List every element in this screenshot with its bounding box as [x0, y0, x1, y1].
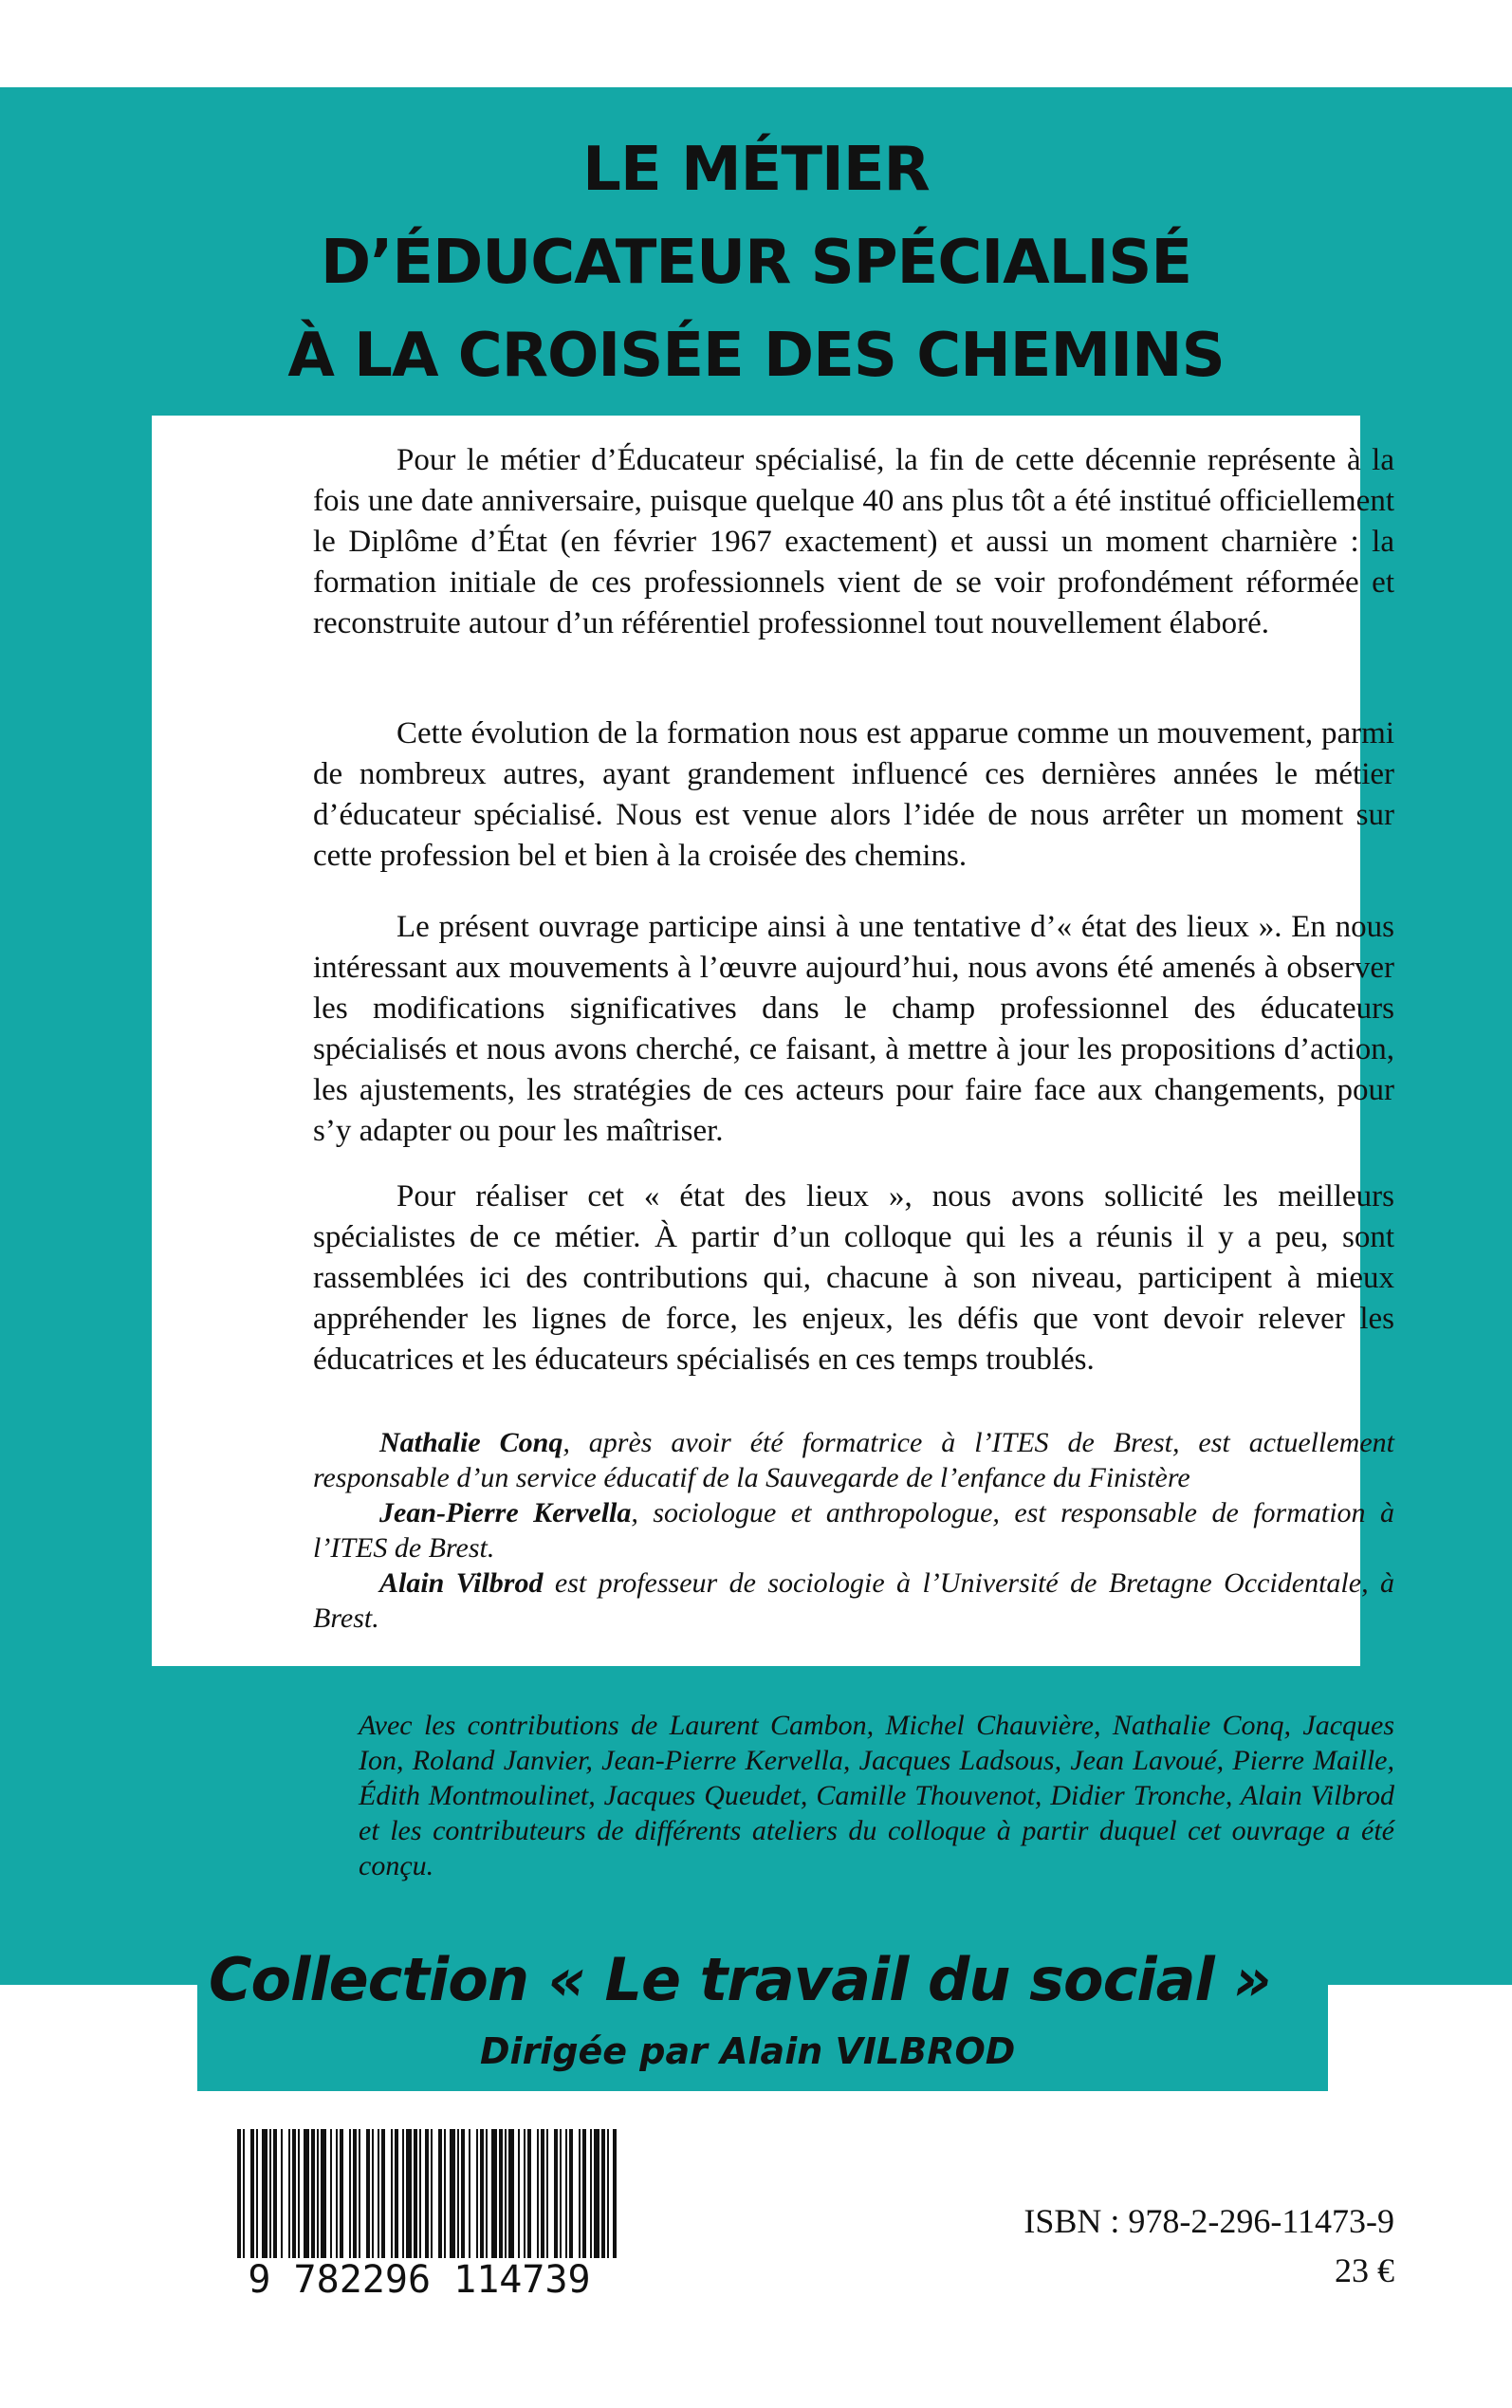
author-bio-2	[313, 1495, 1394, 1565]
barcode-bar	[601, 2129, 605, 2258]
barcode-bar	[402, 2129, 404, 2258]
paragraph-1: Pour le métier d’Éducateur spécialisé, la fin de cette décennie représente à la fois une date anniversaire, puisque quelque 40 ans plus tôt a été institué officiellement le Diplôme d’État (en février 1967 exactement) et aussi un moment charnière : la formation initiale de ces professionnels vient de se voir profondément réformée et reconstruite autour d’un référentiel professionnel tout nouvellement élaboré.	[313, 443, 1394, 640]
barcode-bar	[505, 2129, 507, 2258]
barcode-bar	[340, 2129, 343, 2258]
barcode-bar	[292, 2129, 296, 2258]
collection-name: Collection « Le travail du social »	[209, 1945, 1271, 2014]
barcode-bar	[391, 2129, 393, 2258]
barcode-bar	[590, 2129, 592, 2258]
author-name-1: Nathalie Conq	[379, 1427, 563, 1458]
author-name-2: Jean-Pierre Kervella	[379, 1497, 632, 1528]
barcode	[211, 2129, 628, 2300]
paragraph-3-block	[313, 907, 1394, 1152]
barcode-bar	[450, 2129, 455, 2258]
barcode-bar	[499, 2129, 503, 2258]
collection-director: Dirigée par Alain VILBROD	[480, 2030, 1016, 2072]
barcode-bar	[372, 2129, 374, 2258]
barcode-bar	[366, 2129, 370, 2258]
barcode-bar	[395, 2129, 398, 2258]
barcode-bar	[546, 2129, 548, 2258]
price: 23 €	[1335, 2251, 1394, 2289]
barcode-bar	[524, 2129, 526, 2258]
barcode-bar	[613, 2129, 617, 2258]
barcode-bar	[298, 2129, 300, 2258]
barcode-bar	[381, 2129, 385, 2258]
barcode-bar	[431, 2129, 433, 2258]
barcode-bar	[349, 2129, 351, 2258]
paragraph-1-block	[313, 440, 1394, 644]
barcode-bar	[480, 2129, 484, 2258]
barcode-bar	[457, 2129, 459, 2258]
title-line-2: D’ÉDUCATEUR SPÉCIALISÉ	[320, 228, 1192, 298]
barcode-bar	[419, 2129, 421, 2258]
barcode-bar	[527, 2129, 531, 2258]
barcode-bar	[353, 2129, 357, 2258]
paragraph-2: Cette évolution de la formation nous est apparue comme un mouvement, parmi de nombreux autres, ayant grandement influencé ces dernières années le métier d’éducateur spécialisé. Nous est venue alors l’idée de nous arrêter un moment sur cette profession bel et bien à la croisée des chemins.	[313, 716, 1394, 873]
barcode-bar	[508, 2129, 514, 2258]
title-line-1: LE MÉTIER	[582, 135, 930, 205]
author-bios	[313, 1425, 1394, 1636]
barcode-bar	[560, 2129, 562, 2258]
author-text-1: , après avoir été formatrice à l’ITES de Brest, est actuellement responsable d’un service éducatif de la Sauvegarde de l’enfance du Finistère	[313, 1427, 1394, 1493]
author-name-3: Alain Vilbrod	[379, 1567, 544, 1599]
isbn: ISBN : 978-2-296-11473-9	[1023, 2202, 1394, 2240]
paragraph-4-block	[313, 1176, 1394, 1380]
barcode-bar	[359, 2129, 360, 2258]
barcode-bar	[406, 2129, 412, 2258]
barcode-bar	[582, 2129, 586, 2258]
barcode-bar	[330, 2129, 332, 2258]
barcode-bar	[336, 2129, 338, 2258]
barcode-bar	[438, 2129, 442, 2258]
barcode-bar	[311, 2129, 315, 2258]
contributions-text: Avec les contributions de Laurent Cambon, Michel Chauvière, Nathalie Conq, Jacques Ion, Roland Janvier, Jean-Pierre Kervella, Jacques Ladsous, Jean Lavoué, Pierre Maille, Édith Montmoulinet, Jacques Queudet, Camille Thouvenot, Didier Tronche, Alain Vilbrod et les contributeurs de différents ateliers du colloque à partir duquel cet ouvrage a été conçu.	[359, 1710, 1394, 1881]
barcode-bar	[469, 2129, 470, 2258]
barcode-bar	[262, 2129, 267, 2258]
paragraph-2-block	[313, 713, 1394, 877]
barcode-bar	[554, 2129, 558, 2258]
barcode-bar	[243, 2129, 245, 2258]
barcode-bar	[281, 2129, 283, 2258]
book-title	[0, 123, 1512, 402]
barcode-bar	[537, 2129, 539, 2258]
barcode-bar	[486, 2129, 488, 2258]
author-bio-1	[313, 1425, 1394, 1495]
barcode-bar	[425, 2129, 429, 2258]
barcode-bar	[250, 2129, 254, 2258]
barcode-bar	[288, 2129, 290, 2258]
barcode-bar	[518, 2129, 520, 2258]
title-line-3: À LA CROISÉE DES CHEMINS	[287, 321, 1225, 391]
barcode-bar	[579, 2129, 581, 2258]
barcode-bar	[317, 2129, 319, 2258]
barcode-bar	[304, 2129, 309, 2258]
barcode-bar	[237, 2129, 241, 2258]
barcode-bar	[256, 2129, 258, 2258]
barcode-bar	[321, 2129, 326, 2258]
barcode-bar	[541, 2129, 544, 2258]
barcode-bar	[607, 2129, 609, 2258]
barcode-bar	[491, 2129, 497, 2258]
barcode-bar	[569, 2129, 573, 2258]
author-bio-3	[313, 1565, 1394, 1636]
barcode-bar	[269, 2129, 271, 2258]
barcode-bar	[476, 2129, 478, 2258]
barcode-bar	[461, 2129, 465, 2258]
barcode-bar	[378, 2129, 379, 2258]
barcode-bar	[565, 2129, 567, 2258]
barcode-number: 9 782296 114739	[248, 2258, 591, 2300]
author-text-2: , sociologue et anthropologue, est responsable de formation à l’ITES de Brest.	[313, 1497, 1394, 1564]
barcode-bar	[273, 2129, 277, 2258]
author-text-3: est professeur de sociologie à l’Université de Bretagne Occidentale, à Brest.	[313, 1567, 1394, 1634]
barcode-bar	[444, 2129, 446, 2258]
barcode-bar	[414, 2129, 417, 2258]
paragraph-3: Le présent ouvrage participe ainsi à une tentative d’« état des lieux ». En nous intéressant aux mouvements à l’œuvre aujourd’hui, nous avons été amenés à observer les modifications significatives dans le champ professionnel des éducateurs spécialisés et nous avons cherché, ce faisant, à mettre à jour les propositions d’action, les ajustements, les stratégies de ces acteurs pour faire face aux changements, pour s’y adapter ou pour les maîtriser.	[313, 910, 1394, 1148]
barcode-bar	[594, 2129, 599, 2258]
left-frame-bar	[0, 416, 152, 1666]
paragraph-4: Pour réaliser cet « état des lieux », nous avons sollicité les meilleurs spécialistes de ce métier. À partir d’un colloque qui les a réunis il y a peu, sont rassemblées ici des contributions qui, chacune à son niveau, participent à mieux appréhender les lignes de force, les enjeux, les défis que vont devoir relever les éducatrices et les éducateurs spécialisés en ces temps troublés.	[313, 1179, 1394, 1377]
